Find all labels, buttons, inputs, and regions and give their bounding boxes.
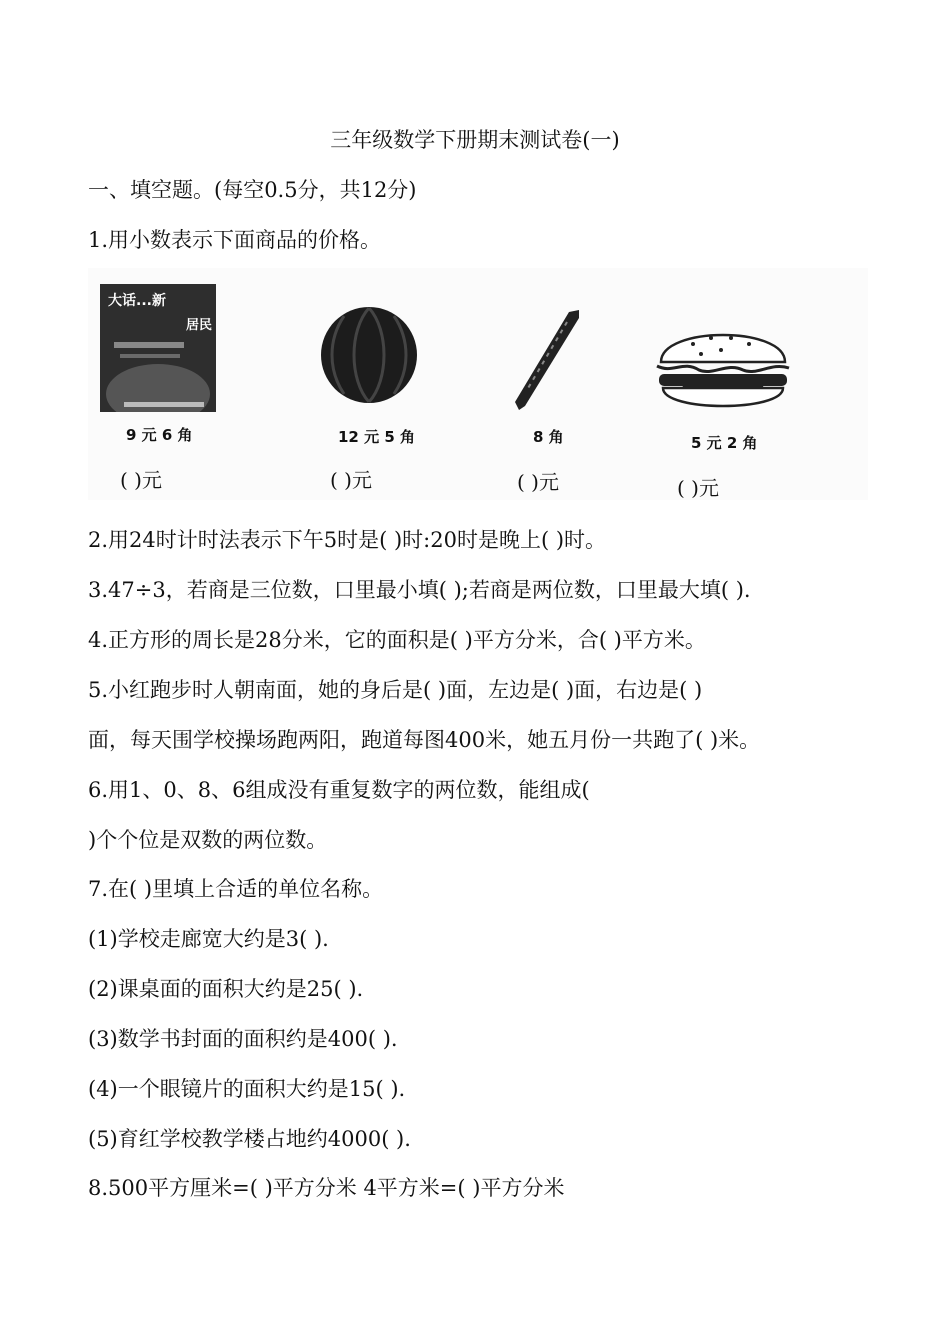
goods-item-watermelon: [298, 268, 488, 500]
section-heading: 一、填空题。(每空0.5分，共12分): [88, 178, 417, 202]
question-7: 7.在( )里填上合适的单位名称。: [88, 877, 384, 901]
question-2: 2.用24时计时法表示下午5时是( )时:20时是晚上( )时。: [88, 528, 607, 552]
question-7-4: (4)一个眼镜片的面积大约是15( ).: [88, 1077, 406, 1101]
goods-item-hamburger: [653, 268, 843, 500]
page-title: 三年级数学下册期末测试卷(一): [330, 128, 620, 152]
question-5-cont: 面，每天围学校操场跑两阳，跑道每图400米，她五月份一共跑了( )米。: [88, 728, 761, 752]
answer-blank: ( )元: [677, 476, 719, 500]
answer-blank: ( )元: [120, 468, 162, 492]
goods-image-panel: [88, 268, 868, 500]
question-6: 6.用1、0、8、6组成没有重复数字的两位数，能组成(: [88, 778, 590, 802]
answer-blank: ( )元: [517, 470, 559, 494]
hamburger-icon: [653, 316, 793, 416]
question-7-2: (2)课桌面的面积大约是25( ).: [88, 977, 364, 1001]
question-7-5: (5)育红学校教学楼占地约4000( ).: [88, 1127, 411, 1151]
answer-blank: ( )元: [330, 468, 372, 492]
book-icon: [100, 284, 216, 412]
question-7-3: (3)数学书封面的面积约是400( ).: [88, 1027, 398, 1051]
price-label: 5 元 2 角: [691, 434, 758, 452]
book-cover-title: 大话...新: [108, 293, 166, 309]
question-7-1: (1)学校走廊宽大约是3( ).: [88, 927, 329, 951]
question-8: 8.500平方厘米=( )平方分米 4平方米=( )平方分米: [88, 1176, 565, 1200]
question-3: 3.47÷3，若商是三位数，口里最小填( );若商是两位数，口里最大填( ).: [88, 578, 751, 602]
question-1: 1.用小数表示下面商品的价格。: [88, 228, 382, 252]
question-4: 4.正方形的周长是28分米，它的面积是( )平方分米，合( )平方米。: [88, 628, 706, 652]
pen-icon: [507, 306, 587, 416]
book-cover-subtitle: 居民: [186, 318, 213, 333]
question-6-cont: )个个位是双数的两位数。: [88, 828, 328, 852]
price-label: 12 元 5 角: [338, 428, 415, 446]
price-label: 9 元 6 角: [126, 426, 193, 444]
goods-item-book: [88, 268, 278, 500]
price-label: 8 角: [533, 428, 564, 446]
question-5: 5.小红跑步时人朝南面，她的身后是( )面，左边是( )面，右边是( ): [88, 678, 703, 702]
watermelon-icon: [314, 300, 424, 410]
